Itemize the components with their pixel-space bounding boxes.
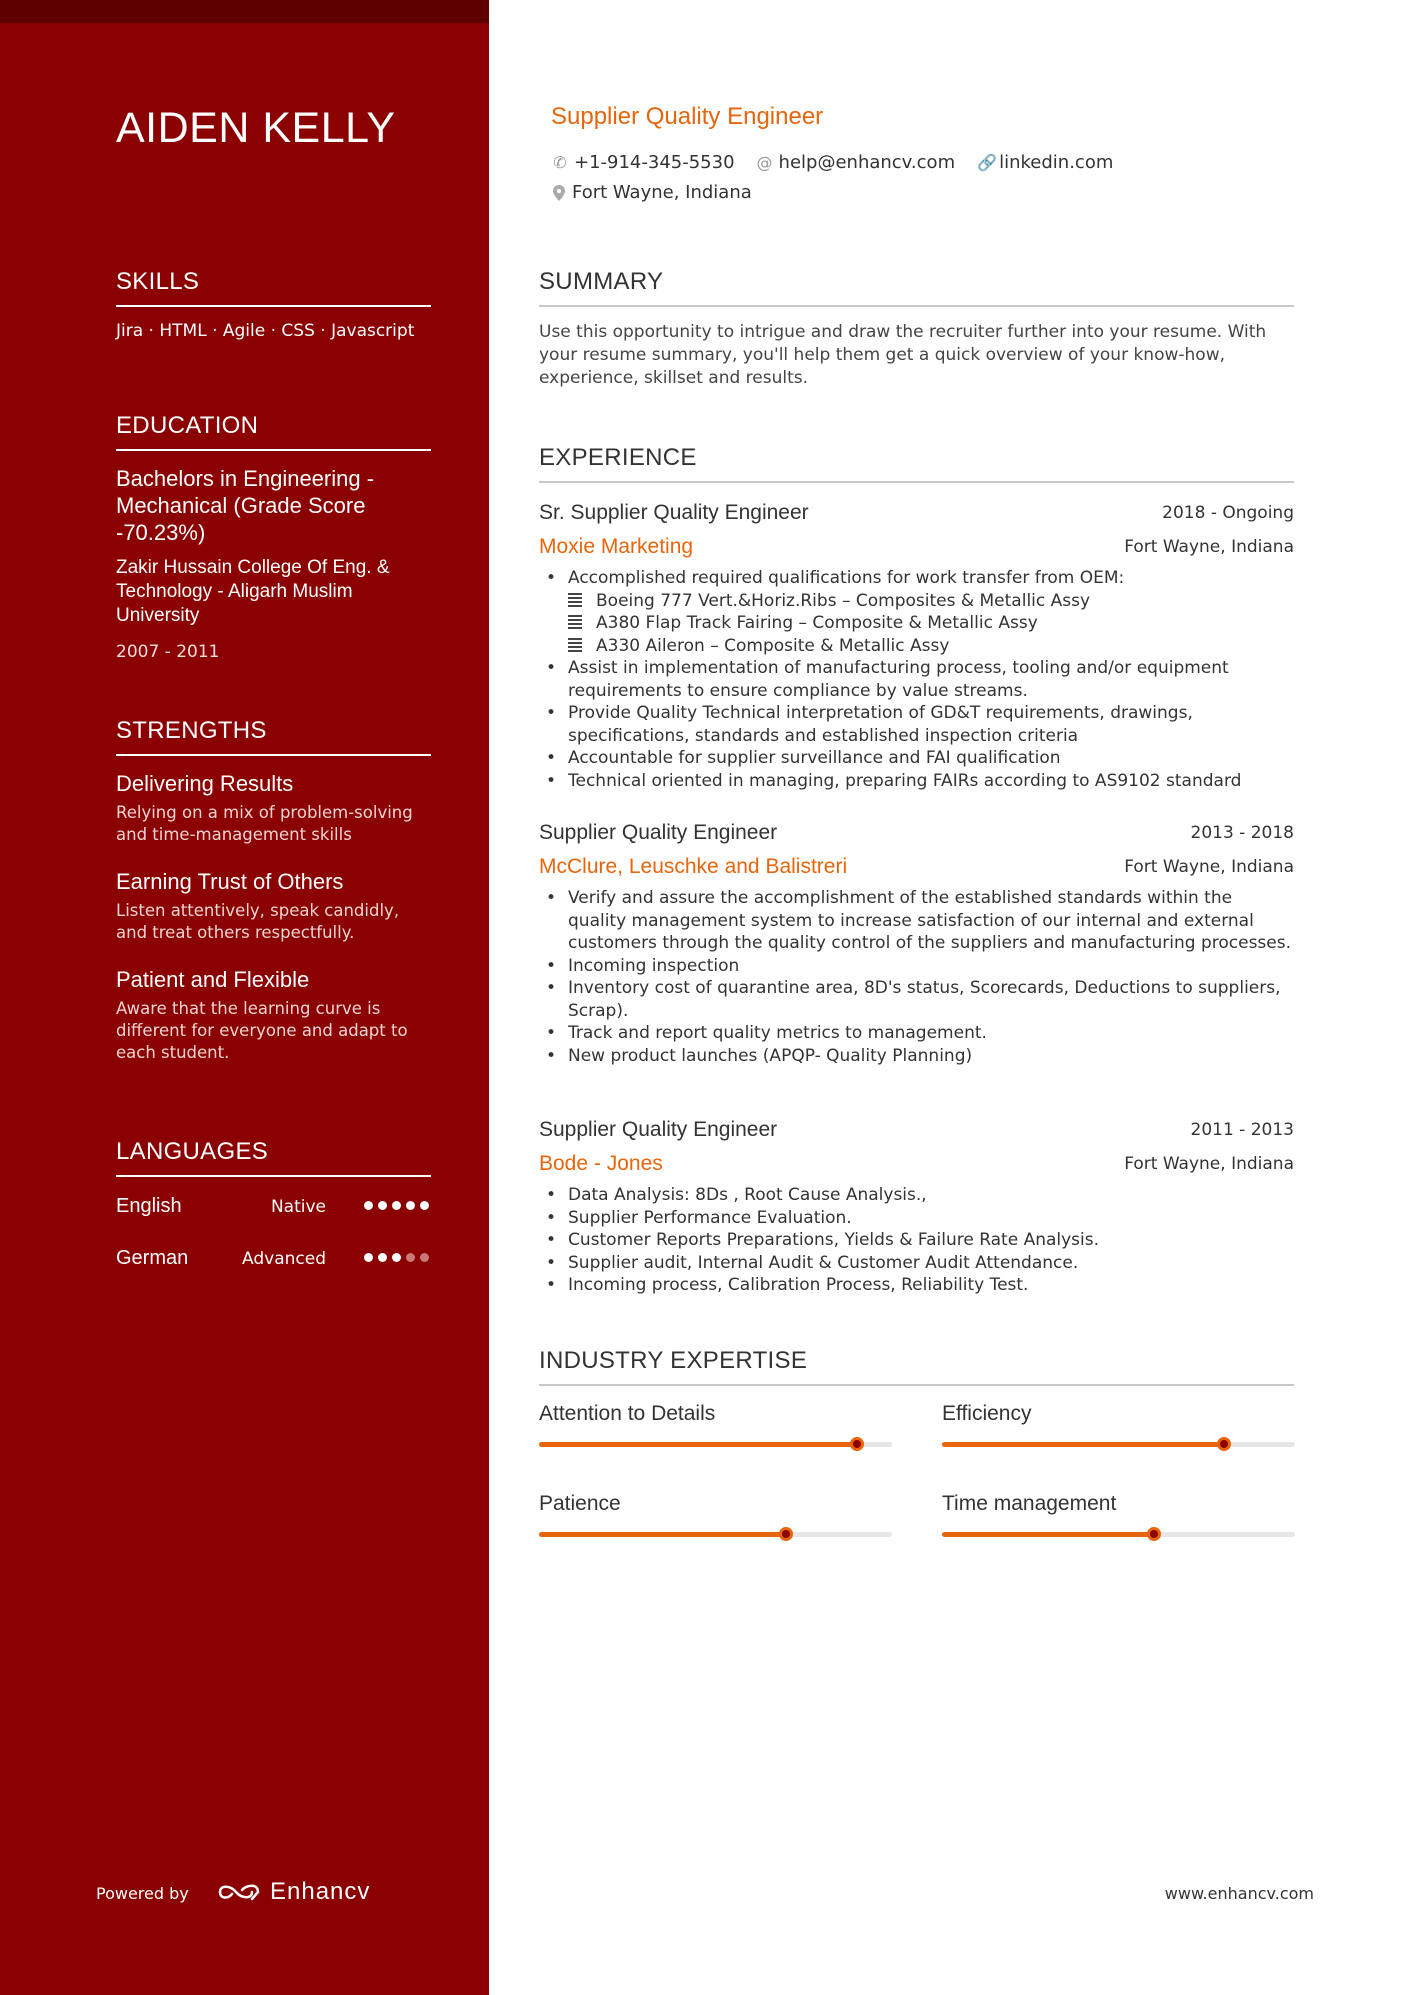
- expertise-name: Time management: [942, 1492, 1117, 1515]
- experience-company: Bode - Jones: [539, 1152, 663, 1175]
- summary-text: Use this opportunity to intrigue and draw the recruiter further into your resume. With your resume summary, you'll help them get a quick overview of your know-how, experience, skillset and results.: [539, 322, 1267, 388]
- experience-bullet: • Supplier audit, Internal Audit & Customer Audit Attendance.: [539, 1252, 1294, 1275]
- proficiency-dot-filled: [420, 1201, 429, 1210]
- strength-item: [116, 868, 431, 944]
- experience-dates: 2011 - 2013: [1190, 1120, 1294, 1140]
- expertise-bar: [539, 1442, 892, 1447]
- sidebar: [0, 0, 489, 1995]
- footer-url[interactable]: www.enhancv.com: [1164, 1884, 1314, 1903]
- experience-bullet: • Accountable for supplier surveillance and FAI qualification: [539, 747, 1294, 770]
- expertise-bar-knob: [1217, 1437, 1231, 1451]
- languages-title: LANGUAGES: [116, 1138, 431, 1177]
- expertise-name: Attention to Details: [539, 1402, 716, 1425]
- expertise-bar-knob: [1147, 1527, 1161, 1541]
- strength-description: Listen attentively, speak candidly, and treat others respectfully.: [116, 901, 400, 942]
- experience-sub-bullet: A330 Aileron – Composite & Metallic Assy: [539, 635, 1294, 658]
- experience-company: Moxie Marketing: [539, 535, 694, 558]
- language-proficiency-dots: [364, 1201, 429, 1210]
- experience-role: Supplier Quality Engineer: [539, 821, 778, 844]
- experience-bullet: • Assist in implementation of manufacturing process, tooling and/or equipment requirements to ensure compliance by value streams.: [539, 657, 1294, 702]
- contact-email[interactable]: [757, 152, 956, 173]
- brand-name: Enhancv: [270, 1878, 371, 1905]
- summary-section: [539, 268, 1294, 390]
- expertise-item: [942, 1492, 1295, 1537]
- skills-title: SKILLS: [116, 268, 431, 307]
- contact-row: [552, 152, 1113, 173]
- strength-description: Aware that the learning curve is different for everyone and adapt to each student.: [116, 999, 408, 1062]
- experience-company: McClure, Leuschke and Balistreri: [539, 855, 848, 878]
- candidate-name: AIDEN KELLY: [116, 104, 396, 152]
- experience-bullet: • Incoming inspection: [539, 955, 1294, 978]
- proficiency-dot-filled: [378, 1253, 387, 1262]
- experience-bullet: • Inventory cost of quarantine area, 8D's status, Scorecards, Deductions to suppliers, Scrap).: [539, 977, 1294, 1022]
- strength-item: [116, 770, 431, 846]
- experience-location: Fort Wayne, Indiana: [1124, 1154, 1294, 1174]
- experience-bullet: • Accomplished required qualifications for work transfer from OEM:: [539, 567, 1294, 590]
- expertise-bar-fill: [942, 1442, 1224, 1447]
- powered-by-label: Powered by: [96, 1884, 189, 1903]
- proficiency-dot-filled: [392, 1253, 401, 1262]
- expertise-name: Efficiency: [942, 1402, 1032, 1425]
- education-school: Zakir Hussain College Of Eng. & Technology - Aligarh Muslim University: [116, 557, 390, 626]
- skills-section: [116, 268, 431, 341]
- email-text: help@enhancv.com: [778, 152, 956, 173]
- expertise-bar: [942, 1442, 1295, 1447]
- expertise-bar: [539, 1532, 892, 1537]
- enhancv-logo-icon: [216, 1880, 262, 1904]
- language-level: Native: [270, 1197, 326, 1217]
- language-name: English: [116, 1195, 182, 1217]
- expertise-bar-knob: [779, 1527, 793, 1541]
- strength-title: Patient and Flexible: [116, 967, 310, 992]
- experience-bullet: • Verify and assure the accomplishment of the established standards within the quality management system to increase satisfaction of our internal and external customers through the quality control of the suppliers and manufacturing processes.: [539, 887, 1294, 955]
- education-title: EDUCATION: [116, 412, 431, 451]
- experience-location: Fort Wayne, Indiana: [1124, 857, 1294, 877]
- education-section: [116, 412, 431, 662]
- linkedin-text: linkedin.com: [999, 152, 1114, 173]
- experience-sub-bullet: A380 Flap Track Fairing – Composite & Metallic Assy: [539, 612, 1294, 635]
- proficiency-dot-filled: [406, 1201, 415, 1210]
- language-level: Advanced: [242, 1249, 326, 1269]
- experience-bullet: • Supplier Performance Evaluation.: [539, 1207, 1294, 1230]
- skills-list: Jira · HTML · Agile · CSS · Javascript: [116, 321, 415, 341]
- experience-bullet: • Incoming process, Calibration Process, Reliability Test.: [539, 1274, 1294, 1297]
- education-dates: 2007 - 2011: [116, 642, 220, 662]
- language-name: German: [116, 1247, 189, 1269]
- education-degree: Bachelors in Engineering - Mechanical (Grade Score -70.23%): [116, 466, 375, 545]
- experience-dates: 2013 - 2018: [1190, 823, 1294, 843]
- expertise-item: [539, 1492, 892, 1537]
- proficiency-dot-filled: [364, 1201, 373, 1210]
- at-icon: @: [756, 153, 773, 172]
- strength-item: [116, 966, 431, 1064]
- experience-location: Fort Wayne, Indiana: [1124, 537, 1294, 557]
- experience-title: EXPERIENCE: [539, 444, 1294, 483]
- contact-linkedin[interactable]: [977, 152, 1113, 173]
- experience-bullets: [539, 1184, 1294, 1297]
- enhancv-brand[interactable]: [216, 1878, 370, 1906]
- expertise-bar-fill: [539, 1442, 857, 1447]
- experience-bullet: • Provide Quality Technical interpretation of GD&T requirements, drawings, specifications, standards and established inspection criteria: [539, 702, 1294, 747]
- experience-role: Supplier Quality Engineer: [539, 1118, 778, 1141]
- location-row: [552, 182, 752, 203]
- experience-dates: 2018 - Ongoing: [1162, 503, 1294, 523]
- expertise-section: [539, 1347, 1294, 1386]
- phone-icon: ✆: [553, 153, 567, 172]
- strength-title: Delivering Results: [116, 771, 294, 796]
- experience-bullet: • Track and report quality metrics to management.: [539, 1022, 1294, 1045]
- proficiency-dot-empty: [420, 1253, 429, 1262]
- location-pin-icon: [552, 184, 566, 202]
- expertise-bar-knob: [850, 1437, 864, 1451]
- experience-bullet: • Technical oriented in managing, preparing FAIRs according to AS9102 standard: [539, 770, 1294, 793]
- experience-section: [539, 444, 1294, 483]
- expertise-bar-fill: [539, 1532, 786, 1537]
- languages-section: [116, 1138, 431, 1295]
- contact-phone[interactable]: [552, 152, 735, 173]
- language-row: [116, 1191, 431, 1243]
- contact-location: [552, 182, 752, 203]
- experience-bullet: • Data Analysis: 8Ds , Root Cause Analysis.,: [539, 1184, 1294, 1207]
- experience-bullets: [539, 887, 1294, 1067]
- strengths-title: STRENGTHS: [116, 717, 431, 756]
- link-icon: 🔗: [977, 153, 998, 172]
- expertise-bar: [942, 1532, 1295, 1537]
- experience-role: Sr. Supplier Quality Engineer: [539, 501, 809, 524]
- expertise-name: Patience: [539, 1492, 621, 1515]
- strengths-section: [116, 717, 431, 1086]
- expertise-bar-fill: [942, 1532, 1154, 1537]
- experience-bullet: • Customer Reports Preparations, Yields & Failure Rate Analysis.: [539, 1229, 1294, 1252]
- proficiency-dot-filled: [364, 1253, 373, 1262]
- strength-description: Relying on a mix of problem-solving and time-management skills: [116, 803, 413, 844]
- experience-bullet: • New product launches (APQP- Quality Planning): [539, 1045, 1294, 1068]
- summary-title: SUMMARY: [539, 268, 1294, 307]
- experience-bullets: [539, 567, 1294, 792]
- location-text: Fort Wayne, Indiana: [572, 182, 752, 203]
- language-proficiency-dots: [364, 1253, 429, 1262]
- strength-title: Earning Trust of Others: [116, 869, 344, 894]
- proficiency-dot-filled: [392, 1201, 401, 1210]
- sidebar-top-bar: [0, 0, 489, 23]
- job-title: Supplier Quality Engineer: [551, 103, 824, 130]
- expertise-item: [539, 1402, 892, 1447]
- expertise-title: INDUSTRY EXPERTISE: [539, 1347, 1294, 1386]
- experience-sub-bullet: Boeing 777 Vert.&Horiz.Ribs – Composites & Metallic Assy: [539, 590, 1294, 613]
- proficiency-dot-filled: [378, 1201, 387, 1210]
- expertise-item: [942, 1402, 1295, 1447]
- phone-text: +1-914-345-5530: [574, 152, 735, 173]
- language-row: [116, 1243, 431, 1295]
- proficiency-dot-empty: [406, 1253, 415, 1262]
